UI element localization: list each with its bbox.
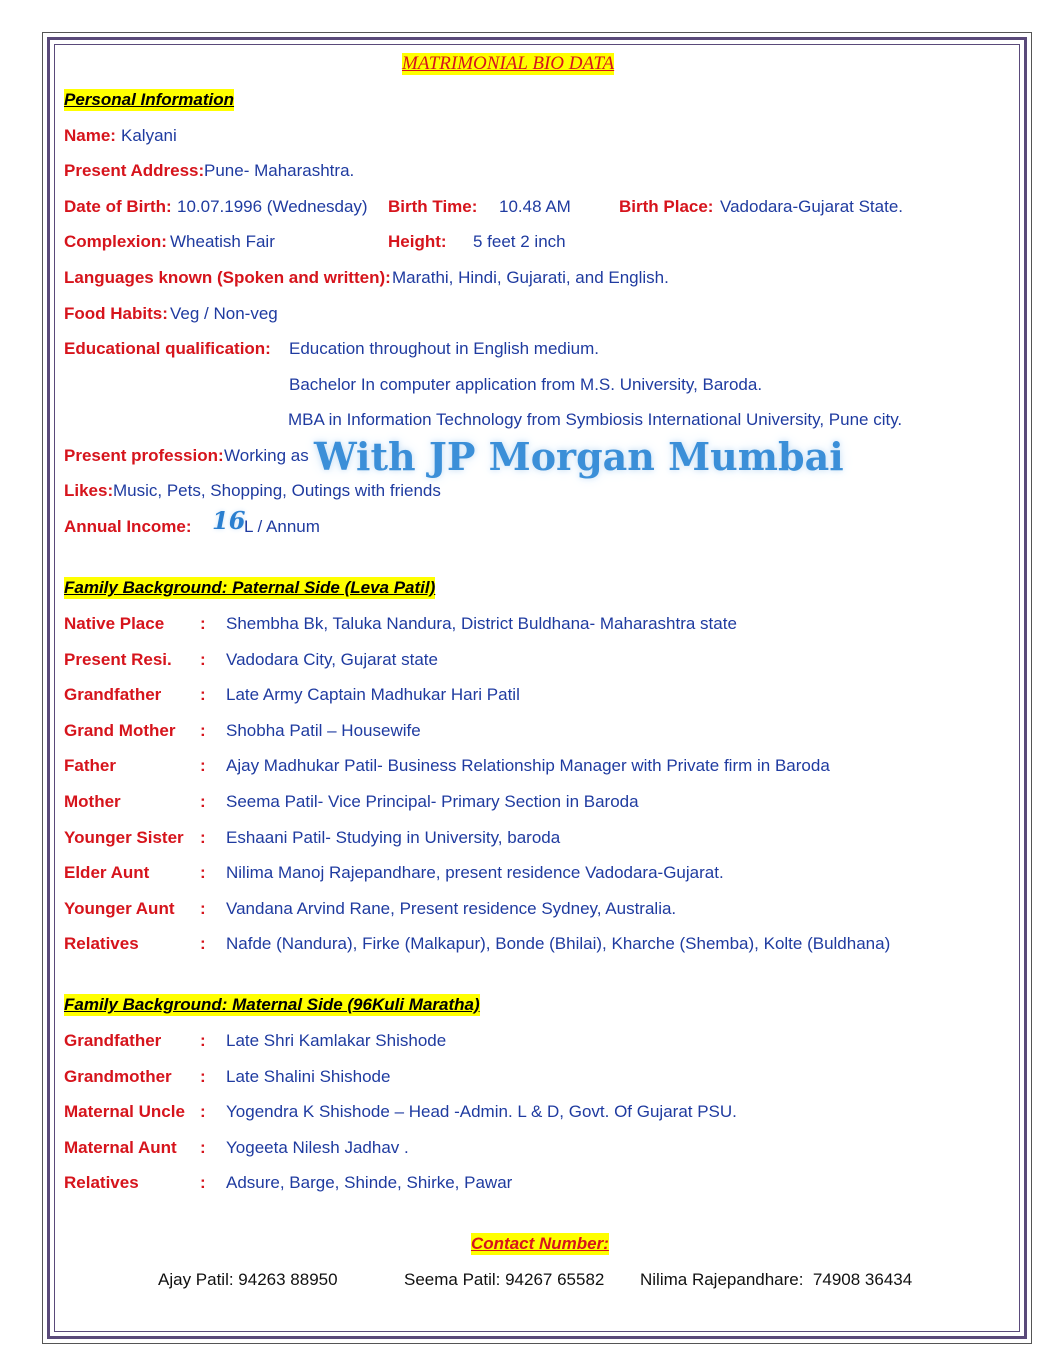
paternal-label: Native Place <box>64 614 165 633</box>
maternal-colon: : <box>200 1137 206 1157</box>
paternal-label: Present Resi. <box>64 649 172 669</box>
paternal-value: Vadodara City, Gujarat state <box>226 649 438 669</box>
maternal-value: Yogendra K Shishode – Head -Admin. L & D, Govt. Of Gujarat PSU. <box>226 1102 737 1122</box>
paternal-value: Vandana Arvind Rane, Present residence Sydney, Australia. <box>226 898 677 918</box>
paternal-colon: : <box>200 649 206 669</box>
income-label: Annual Income: <box>64 517 192 536</box>
education-line-1: Education throughout in English medium. <box>289 339 599 358</box>
maternal-label: Maternal Aunt <box>64 1137 177 1157</box>
maternal-colon: : <box>200 1066 206 1086</box>
maternal-heading: Family Background: Maternal Side (96Kuli Maratha) <box>64 995 480 1014</box>
paternal-label: Elder Aunt <box>64 863 150 883</box>
profession-label: Present profession: <box>64 446 224 465</box>
paternal-value: Eshaani Patil- Studying in University, baroda <box>226 827 561 847</box>
complexion-label: Complexion: <box>64 232 167 251</box>
paternal-heading: Family Background: Paternal Side (Leva Patil) <box>64 578 436 597</box>
income-overlay-number: 16 <box>212 506 246 535</box>
maternal-label: Grandmother <box>64 1066 172 1086</box>
food-label: Food Habits: <box>64 304 168 323</box>
education-label: Educational qualification: <box>64 339 271 358</box>
complexion-value: Wheatish Fair <box>170 232 275 251</box>
maternal-colon: : <box>200 1173 206 1193</box>
paternal-colon: : <box>200 827 206 847</box>
name-value: Kalyani <box>121 126 177 145</box>
birth-place-value: Vadodara-Gujarat State. <box>720 197 904 216</box>
dob-label: Date of Birth: <box>64 197 172 216</box>
birth-time-label: Birth Time: <box>388 197 478 216</box>
income-value: L / Annum <box>244 517 320 536</box>
paternal-value: Nilima Manoj Rajepandhare, present residence Vadodara-Gujarat. <box>226 863 724 883</box>
maternal-value: Late Shri Kamlakar Shishode <box>226 1031 447 1050</box>
maternal-value: Yogeeta Nilesh Jadhav . <box>226 1137 409 1157</box>
languages-value: Marathi, Hindi, Gujarati, and English. <box>392 268 669 287</box>
document-title: MATRIMONIAL BIO DATA <box>402 53 615 74</box>
birth-place-label: Birth Place: <box>619 197 714 216</box>
paternal-label: Younger Sister <box>64 827 184 847</box>
likes-label: Likes: <box>64 481 114 500</box>
food-value: Veg / Non-veg <box>170 304 278 323</box>
maternal-label: Grandfather <box>64 1031 162 1050</box>
contact-heading: Contact Number: <box>471 1234 609 1253</box>
education-line-3: MBA in Information Technology from Symbiosis International University, Pune city. <box>288 410 903 429</box>
profession-overlay-text: With JP Morgan Mumbai <box>314 434 844 479</box>
paternal-value: Nafde (Nandura), Firke (Malkapur), Bonde (Bhilai), Kharche (Shemba), Kolte (Buldhana) <box>226 934 891 954</box>
paternal-colon: : <box>200 756 206 776</box>
paternal-label: Relatives <box>64 934 139 954</box>
paternal-colon: : <box>200 614 206 633</box>
paternal-colon: : <box>200 898 206 918</box>
birth-time-value: 10.48 AM <box>499 197 571 216</box>
paternal-colon: : <box>200 792 206 811</box>
maternal-label: Relatives <box>64 1173 139 1193</box>
likes-value: Music, Pets, Shopping, Outings with friends <box>113 481 441 500</box>
paternal-colon: : <box>200 863 206 883</box>
paternal-label: Mother <box>64 792 121 811</box>
paternal-label: Grandfather <box>64 685 162 705</box>
address-label: Present Address: <box>64 161 205 180</box>
personal-heading: Personal Information <box>64 90 235 109</box>
paternal-colon: : <box>200 685 206 705</box>
maternal-value: Late Shalini Shishode <box>226 1066 391 1086</box>
maternal-value: Adsure, Barge, Shinde, Shirke, Pawar <box>226 1173 513 1193</box>
maternal-label: Maternal Uncle <box>64 1102 185 1122</box>
paternal-colon: : <box>200 934 206 954</box>
paternal-label: Grand Mother <box>64 720 176 740</box>
contact-seema: Seema Patil: 94267 65582 <box>404 1270 605 1289</box>
maternal-colon: : <box>200 1031 206 1050</box>
dob-value: 10.07.1996 (Wednesday) <box>177 197 368 216</box>
paternal-label: Younger Aunt <box>64 898 175 918</box>
name-label: Name: <box>64 126 116 145</box>
height-value: 5 feet 2 inch <box>473 232 566 251</box>
contact-nilima: Nilima Rajepandhare: 74908 36434 <box>640 1270 913 1289</box>
paternal-value: Shobha Patil – Housewife <box>226 720 421 740</box>
paternal-label: Father <box>64 756 116 776</box>
paternal-value: Seema Patil- Vice Principal- Primary Section in Baroda <box>226 792 639 811</box>
paternal-value: Ajay Madhukar Patil- Business Relationship Manager with Private firm in Baroda <box>226 756 830 776</box>
address-value: Pune- Maharashtra. <box>204 161 355 180</box>
languages-label: Languages known (Spoken and written): <box>64 268 391 287</box>
contact-ajay: Ajay Patil: 94263 88950 <box>158 1270 338 1289</box>
paternal-value: Late Army Captain Madhukar Hari Patil <box>226 685 520 705</box>
height-label: Height: <box>388 232 447 251</box>
paternal-colon: : <box>200 720 206 740</box>
paternal-value: Shembha Bk, Taluka Nandura, District Buldhana- Maharashtra state <box>226 614 737 633</box>
education-line-2: Bachelor In computer application from M.S. University, Baroda. <box>289 375 763 394</box>
profession-value: Working as <box>224 446 309 465</box>
maternal-colon: : <box>200 1102 206 1122</box>
